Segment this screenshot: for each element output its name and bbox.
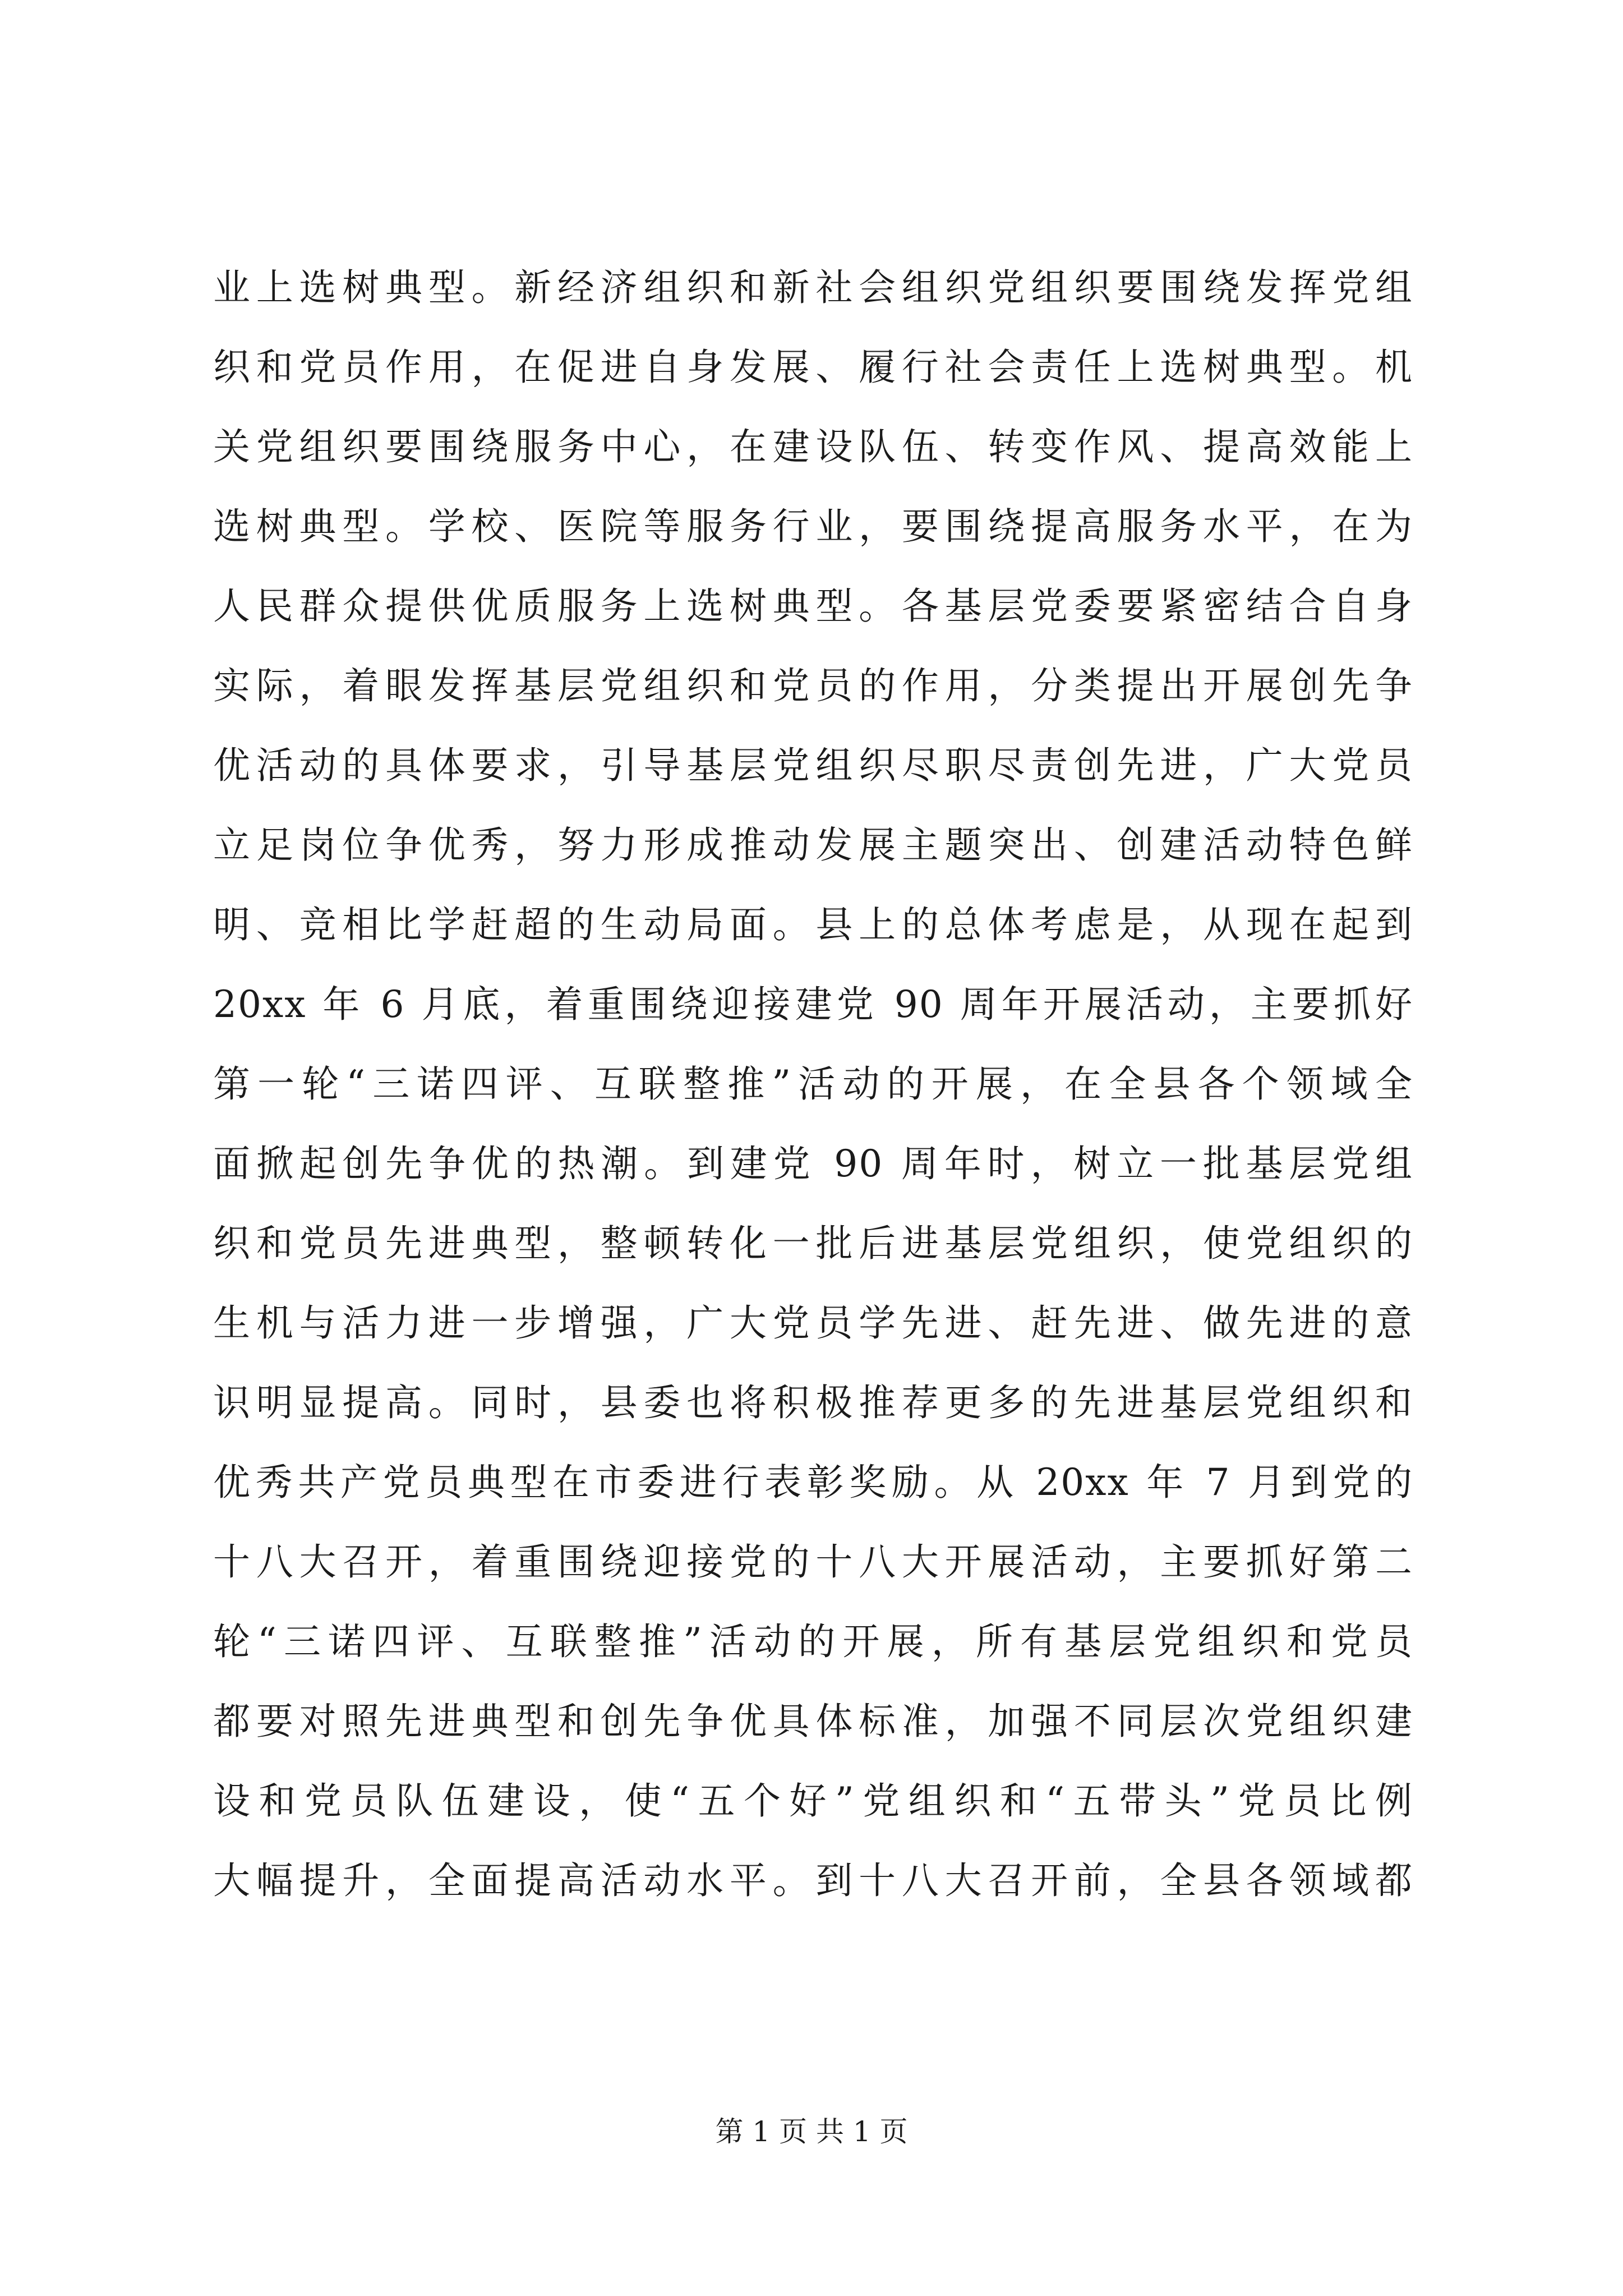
text-line: 关党组织要围绕服务中心，在建设队伍、转变作风、提高效能上: [213, 425, 1413, 468]
text-line: 业上选树典型。新经济组织和新社会组织党组织要围绕发挥党组: [213, 266, 1413, 309]
text-line: 识明显提高。同时，县委也将积极推荐更多的先进基层党组织和: [213, 1381, 1413, 1424]
text-line: 织和党员作用，在促进自身发展、履行社会责任上选树典型。机: [213, 346, 1413, 389]
text-line: 都要对照先进典型和创先争优具体标准，加强不同层次党组织建: [213, 1700, 1413, 1743]
text-line: 面掀起创先争优的热潮。到建党 90 周年时，树立一批基层党组: [213, 1142, 1413, 1185]
text-line: 轮“三诺四评、互联整推”活动的开展，所有基层党组织和党员: [213, 1620, 1413, 1663]
text-line: 设和党员队伍建设，使“五个好”党组织和“五带头”党员比例: [213, 1779, 1413, 1823]
text-line: 20xx 年 6 月底，着重围绕迎接建党 90 周年开展活动，主要抓好: [213, 983, 1413, 1026]
text-line: 织和党员先进典型，整顿转化一批后进基层党组织，使党组织的: [213, 1222, 1413, 1265]
text-line: 人民群众提供优质服务上选树典型。各基层党委要紧密结合自身: [213, 585, 1413, 628]
text-line: 优秀共产党员典型在市委进行表彰奖励。从 20xx 年 7 月到党的: [213, 1461, 1413, 1504]
text-line: 实际，着眼发挥基层党组织和党员的作用，分类提出开展创先争: [213, 664, 1413, 707]
text-line: 生机与活力进一步增强，广大党员学先进、赶先进、做先进的意: [213, 1301, 1413, 1345]
text-line: 选树典型。学校、医院等服务行业，要围绕提高服务水平，在为: [213, 505, 1413, 548]
page-footer: 第 1 页 共 1 页: [715, 2115, 908, 2148]
text-line: 立足岗位争优秀，努力形成推动发展主题突出、创建活动特色鲜: [213, 823, 1413, 867]
text-line: 明、竞相比学赶超的生动局面。县上的总体考虑是，从现在起到: [213, 903, 1413, 946]
text-line: 第一轮“三诺四评、互联整推”活动的开展，在全县各个领域全: [213, 1062, 1413, 1106]
text-line: 十八大召开，着重围绕迎接党的十八大开展活动，主要抓好第二: [213, 1540, 1413, 1584]
body-paragraph: [213, 248, 1413, 1921]
text-line: 大幅提升，全面提高活动水平。到十八大召开前，全县各领域都: [213, 1859, 1413, 1902]
text-line: 优活动的具体要求，引导基层党组织尽职尽责创先进，广大党员: [213, 744, 1413, 787]
